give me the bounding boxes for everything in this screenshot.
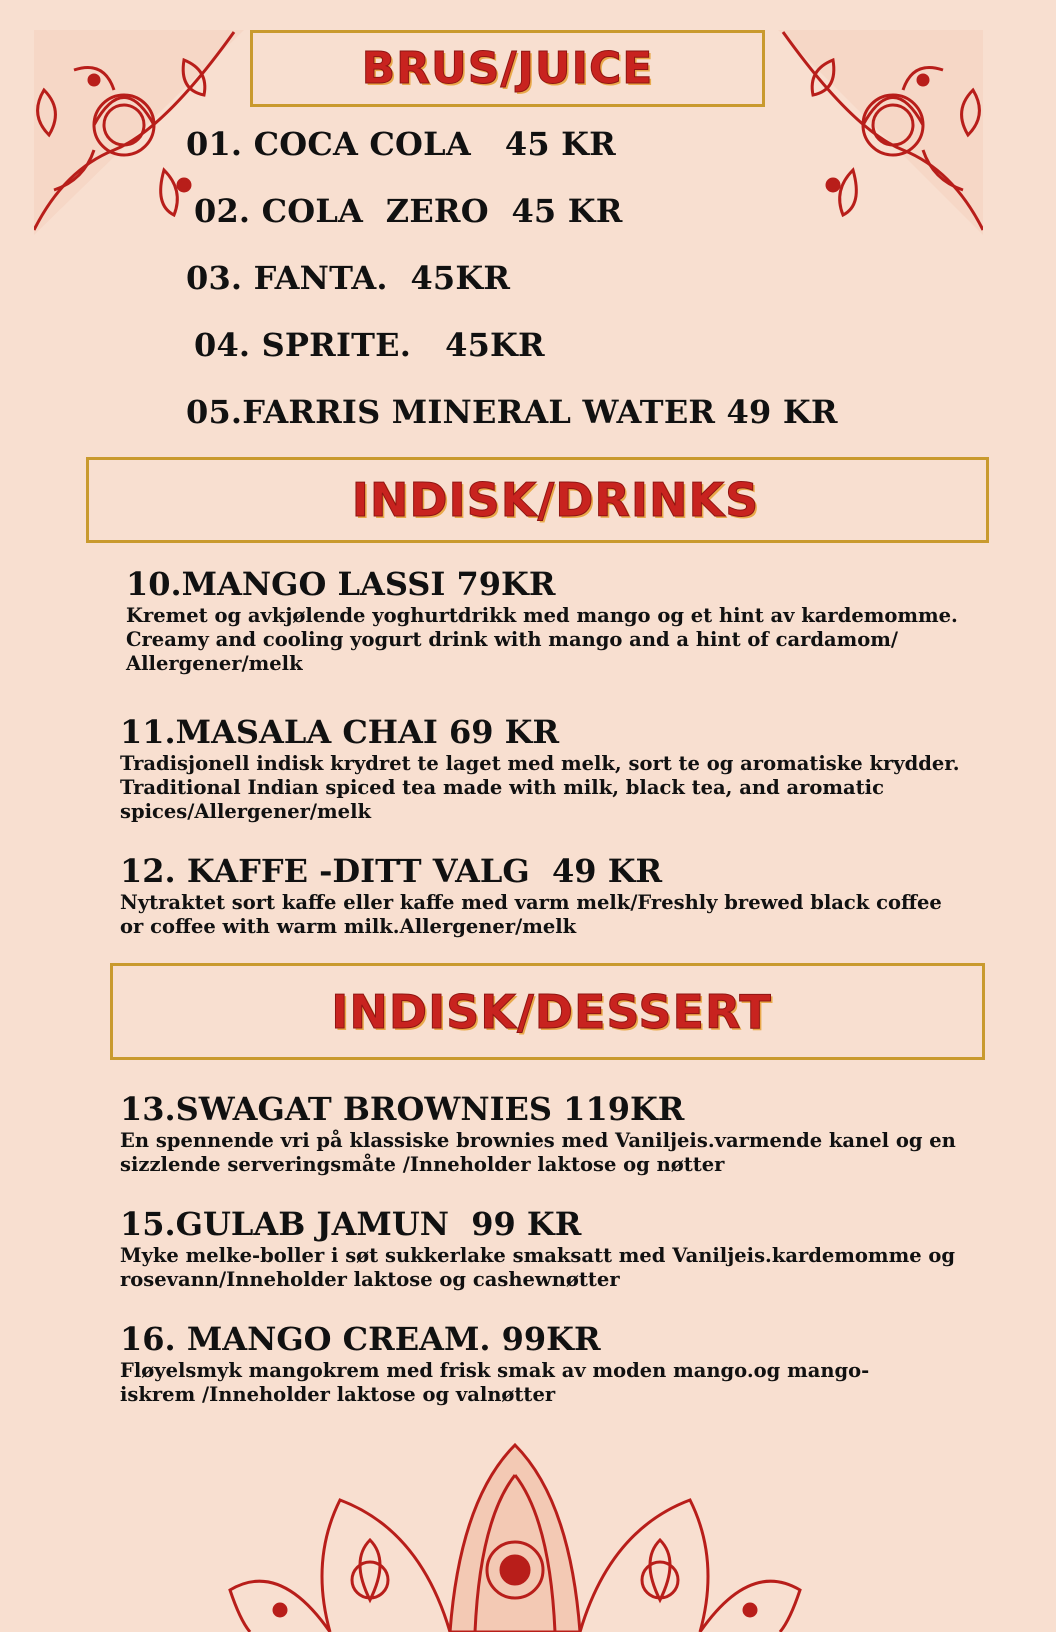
- mandala-bottom-center-icon: [220, 1440, 810, 1632]
- section-title: INDISK/DESSERT: [331, 984, 772, 1039]
- item-title: 16. MANGO CREAM. 99KR: [120, 1320, 601, 1358]
- menu-item-sprite: 04. SPRITE. 45KR: [194, 326, 545, 364]
- item-title: 12. KAFFE -DITT VALG 49 KR: [120, 852, 663, 890]
- item-title: 11.MASALA CHAI 69 KR: [120, 713, 560, 751]
- item-title: 13.SWAGAT BROWNIES 119KR: [120, 1090, 685, 1128]
- item-description: Fløyelsmyk mangokrem med frisk smak av moden mango.og mango- iskrem /Inneholder laktose og valnøtter: [120, 1359, 870, 1406]
- item-title: 10.MANGO LASSI 79KR: [126, 565, 556, 603]
- menu-item-kaffe: [120, 853, 1000, 939]
- item-description: Tradisjonell indisk krydret te laget med melk, sort te og aromatiske krydder. Traditional Indian spiced tea made with milk, black tea, and aromatic spices/Allergener/melk: [120, 752, 960, 823]
- item-description: En spennende vri på klassiske brownies med Vaniljeis.varmende kanel og en sizzlende serveringsmåte /Inneholder laktose og nøtter: [120, 1129, 956, 1176]
- section-header-indisk-dessert: [110, 963, 985, 1060]
- menu-item-mango-cream: [120, 1321, 1000, 1407]
- item-description: Myke melke-boller i søt sukkerlake smaksatt med Vaniljeis.kardemomme og rosevann/Inneholder laktose og cashewnøtter: [120, 1244, 956, 1291]
- menu-item-masala-chai: [120, 714, 1000, 824]
- menu-item-fanta: 03. FANTA. 45KR: [186, 259, 511, 297]
- menu-item-cola-zero: 02. COLA ZERO 45 KR: [194, 192, 623, 230]
- menu-item-gulab-jamun: [120, 1206, 1000, 1292]
- section-title: INDISK/DRINKS: [351, 473, 760, 527]
- menu-item-swagat-brownies: [120, 1091, 1000, 1177]
- item-description: Nytraktet sort kaffe eller kaffe med varm melk/Freshly brewed black coffee or coffee with warm milk.Allergener/melk: [120, 891, 942, 938]
- menu-item-farris: 05.FARRIS MINERAL WATER 49 KR: [186, 393, 838, 431]
- item-description: Kremet og avkjølende yoghurtdrikk med mango og et hint av kardemomme. Creamy and cooling yogurt drink with mango and a hint of cardamom/ Allergener/melk: [126, 604, 958, 675]
- section-header-brus-juice: [250, 30, 765, 107]
- section-title: BRUS/JUICE: [361, 43, 654, 94]
- menu-item-mango-lassi: [126, 566, 1006, 676]
- mandala-corner-top-right-icon: [778, 30, 983, 240]
- menu-item-coca-cola: 01. COCA COLA 45 KR: [186, 125, 616, 163]
- section-header-indisk-drinks: [86, 457, 989, 543]
- item-title: 15.GULAB JAMUN 99 KR: [120, 1205, 582, 1243]
